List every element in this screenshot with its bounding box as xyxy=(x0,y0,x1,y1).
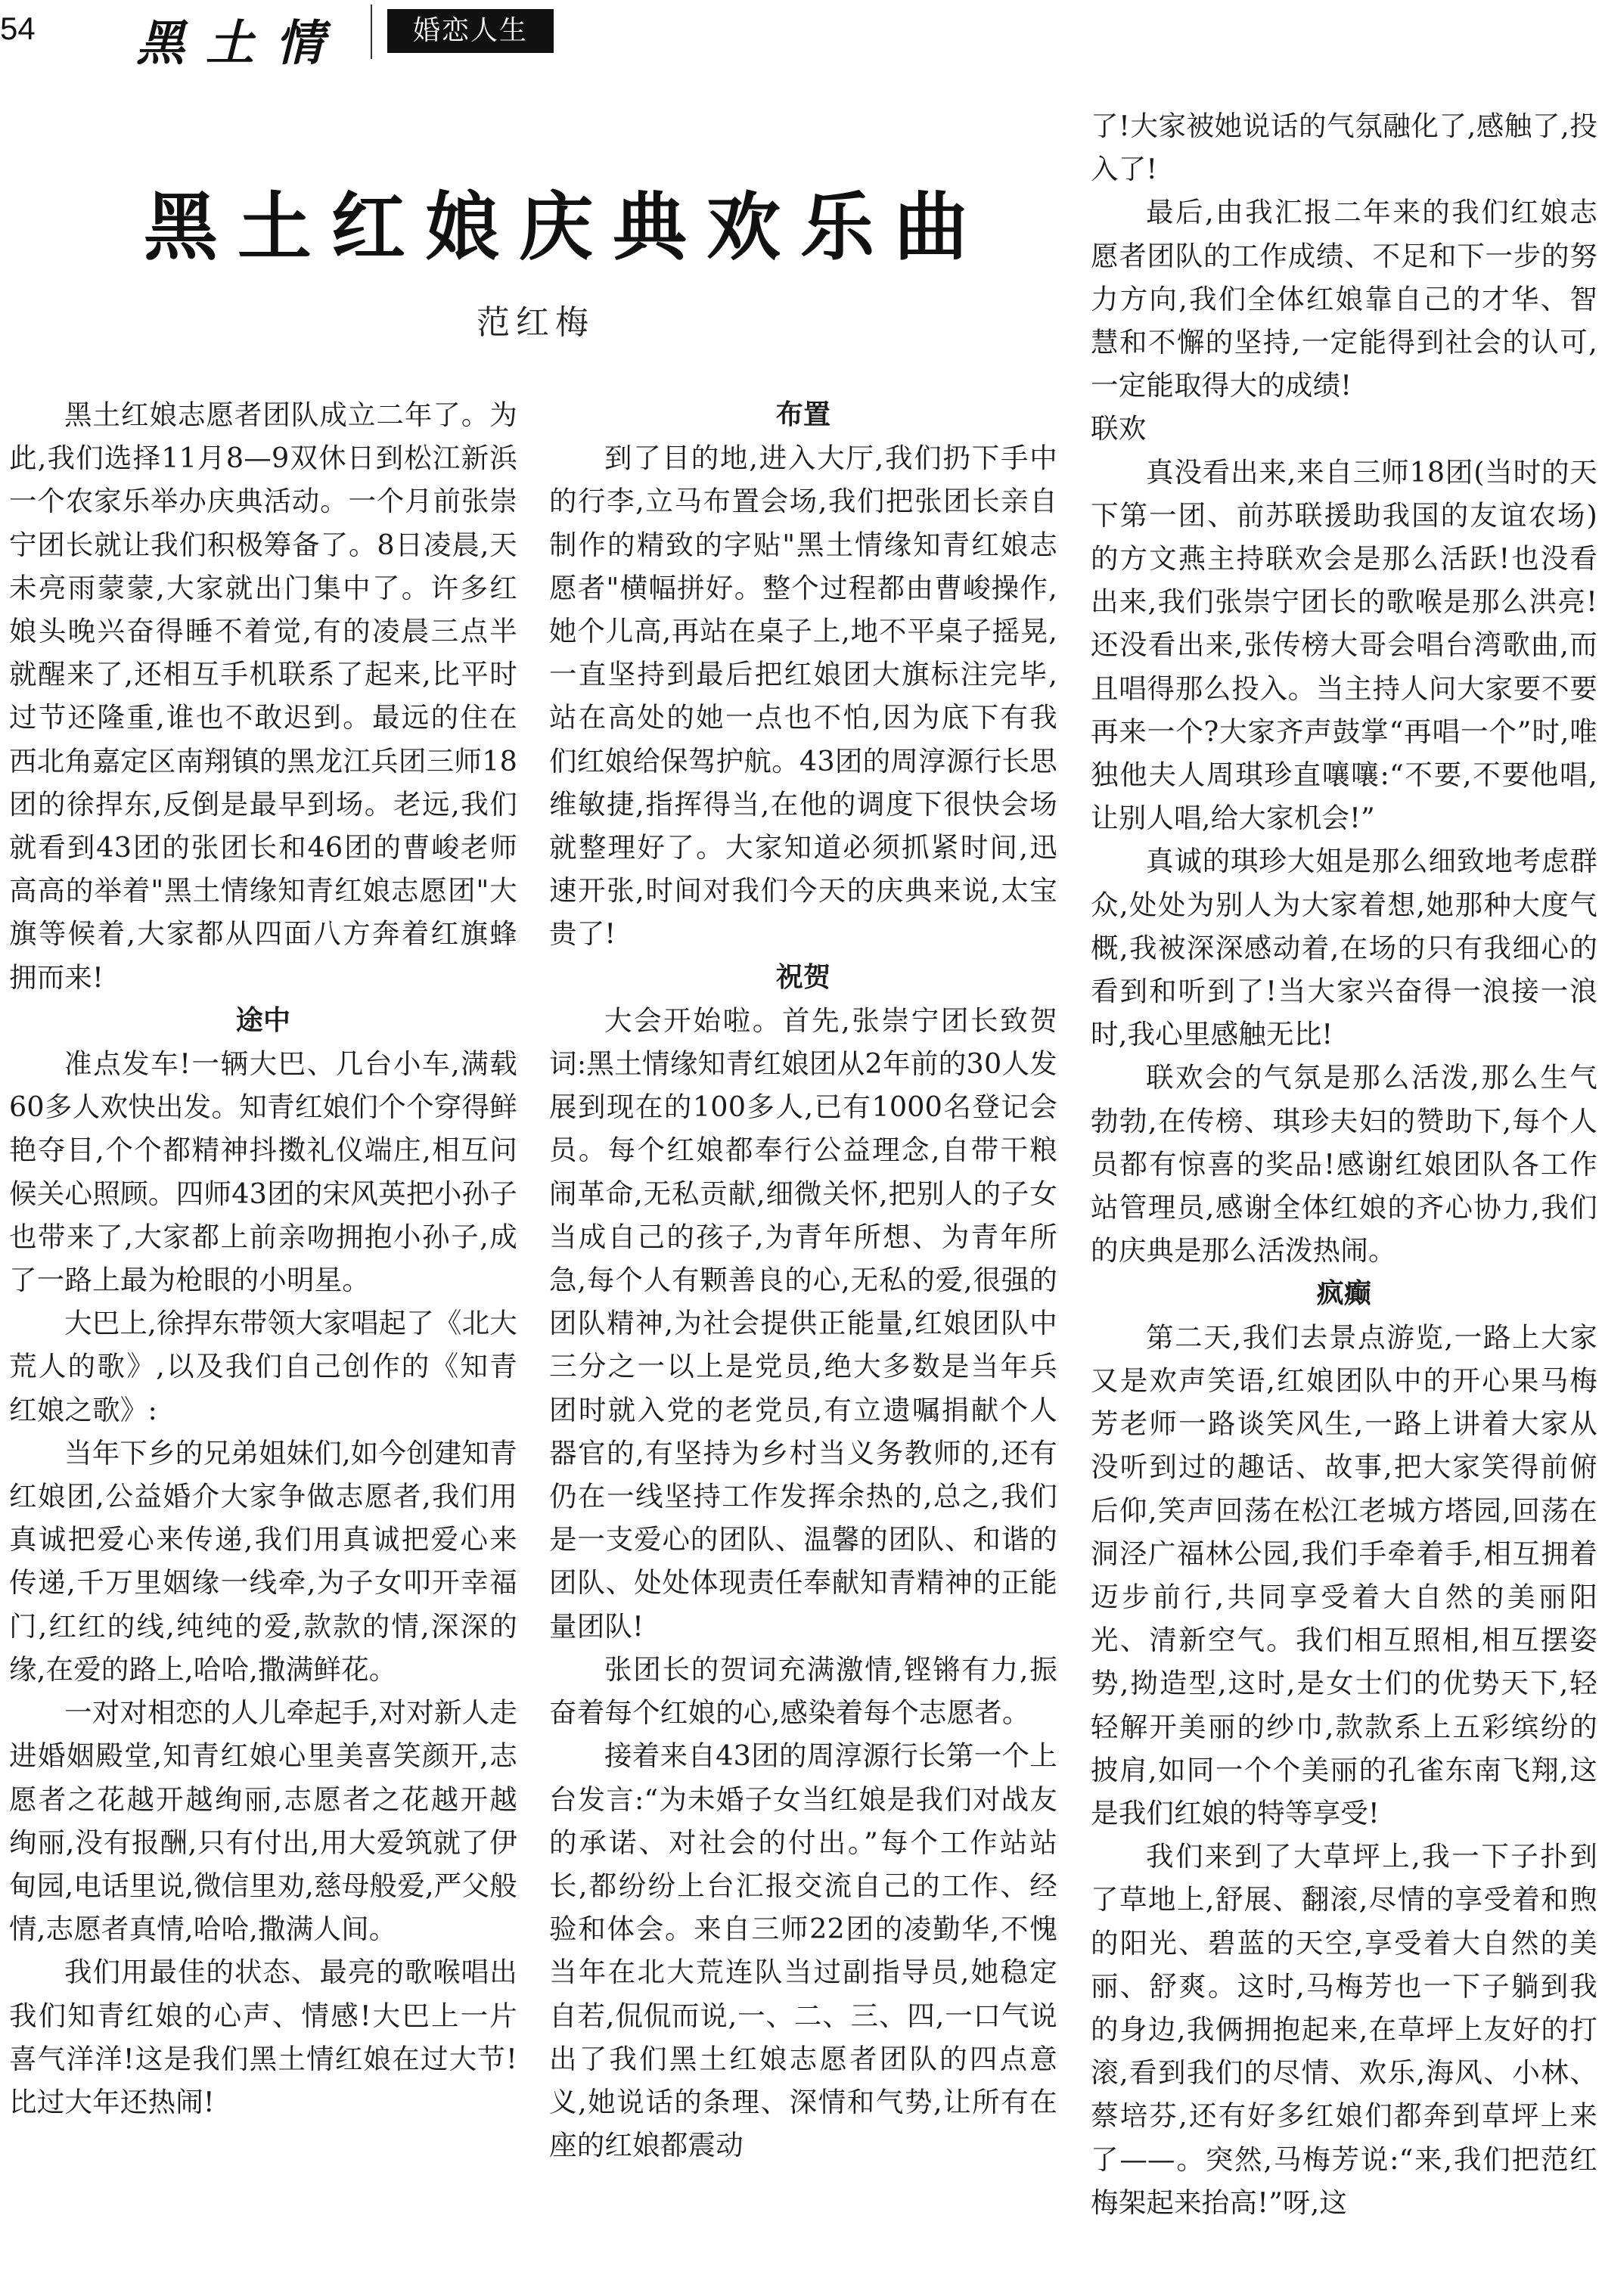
paragraph: 真诚的琪珍大姐是那么细致地考虑群众,处处为别人为大家着想,她那种大度气概,我被深深感动着,在场的只有我细心的看到和听到了!当大家兴奋得一浪接一浪时,我心里感触无比! xyxy=(1091,845,1597,1051)
section-heading: 祝贺 xyxy=(775,961,831,993)
paragraph: 了!大家被她说话的气氛融化了,感触了,投入了! xyxy=(1091,110,1597,186)
magazine-title: 黑土情 xyxy=(136,15,345,72)
paragraph: 黑土红娘志愿者团队成立二年了。为此,我们选择11月8—9双休日到松江新浜一个农家乐举办庆典活动。一个月前张崇宁团长就让我们积极筹备了。8日凌晨,天未亮雨蒙蒙,大家就出门集中了。许多红娘头晚兴奋得睡不着觉,有的凌晨三点半就醒来了,还相互手机联系了起来,比平时过节还隆重,谁也不敢迟到。最远的住在西北角嘉定区南翔镇的黑龙江兵团三师18团的徐捍东,反倒是最早到场。老远,我们就看到43团的张团长和46团的曹峻老师高高的举着"黑土情缘知青红娘志愿团"大旗等候着,大家都从四面八方奔着红旗蜂拥而来! xyxy=(9,399,517,994)
paragraph: 我们来到了大草坪上,我一下子扑到了草地上,舒展、翻滚,尽情的享受着和煦的阳光、碧蓝的天空,享受着大自然的美丽、舒爽。这时,马梅芳也一下子躺到我的身边,我俩拥抱起来,在草坪上友好的打滚,看到我们的尽情、欢乐,海风、小林、蔡培芬,还有好多红娘们都奔到草坪上来了——。突然,马梅芳说:“来,我们把范红梅架起来抬高!”呀,这 xyxy=(1091,1840,1597,2219)
text-column-2 xyxy=(549,393,1057,2291)
paragraph: 到了目的地,进入大厅,我们扔下手中的行李,立马布置会场,我们把张团长亲自制作的精致的字贴"黑土情缘知青红娘志愿者"横幅拼好。整个过程都由曹峻操作,她个儿高,再站在桌子上,地不平桌子摇晃,一直坚持到最后把红娘团大旗标注完毕,站在高处的她一点也不怕,因为底下有我们红娘给保驾护航。43团的周淳源行长思维敏捷,指挥得当,在他的调度下很快会场就整理好了。大家知道必须抓紧时间,迅速开张,时间对我们今天的庆典来说,太宝贵了! xyxy=(549,442,1057,951)
paragraph: 第二天,我们去景点游览,一路上大家又是欢声笑语,红娘团队中的开心果马梅芳老师一路谈笑风生,一路上讲着大家从没听到过的趣话、故事,把大家笑得前俯后仰,笑声回荡在松江老城方塔园,回荡在洞泾广福林公园,我们手牵着手,相互拥着迈步前行,共同享受着大自然的美丽阳光、清新空气。我们相互照相,相互摆姿势,拗造型,这时,是女士们的优势天下,轻轻解开美丽的纱巾,款款系上五彩缤纷的披肩,如同一个个美丽的孔雀东南飞翔,这是我们红娘的特等享受! xyxy=(1091,1320,1597,1829)
text-column-3 xyxy=(1091,104,1597,2294)
header-divider xyxy=(371,5,372,59)
paragraph: 一对对相恋的人儿牵起手,对对新人走进婚姻殿堂,知青红娘心里美喜笑颜开,志愿者之花越开越绚丽,志愿者之花越开越绚丽,没有报酬,只有付出,用大爱筑就了伊甸园,电话里说,微信里劝,慈母般爱,严父般情,志愿者真情,哈哈,撒满人间。 xyxy=(9,1696,517,1946)
section-heading: 途中 xyxy=(235,1004,291,1036)
paragraph: 接着来自43团的周淳源行长第一个上台发言:“为未婚子女当红娘是我们对战友的承诺、对社会的付出。”每个工作站站长,都纷纷上台汇报交流自己的工作、经验和体会。来自三师22团的凌勤华,不愧当年在北大荒连队当过副指导员,她稳定自若,侃侃而说,一、二、三、四,一口气说出了我们黑土红娘志愿者团队的四点意义,她说话的条理、深情和气势,让所有在座的红娘都震动 xyxy=(549,1739,1057,2162)
paragraph: 最后,由我汇报二年来的我们红娘志愿者团队的工作成绩、不足和下一步的努力方向,我们全体红娘靠自己的才华、智慧和不懈的坚持,一定能得到社会的认可,一定能取得大的成绩! xyxy=(1091,196,1597,402)
paragraph: 真没看出来,来自三师18团(当时的天下第一团、前苏联援助我国的友谊农场)的方文燕主持联欢会是那么活跃!也没看出来,我们张崇宁团长的歌喉是那么洪亮!还没看出来,张传榜大哥会唱台湾歌曲,而且唱得那么投入。当主持人问大家要不要再来一个?大家齐声鼓掌“再唱一个”时,唯独他夫人周琪珍直嚷嚷:“不要,不要他唱,让别人唱,给大家机会!” xyxy=(1091,455,1597,835)
article-title: 黑土红娘庆典欢乐曲 xyxy=(144,184,989,271)
text-column-1 xyxy=(9,393,517,2291)
page-header xyxy=(0,0,1602,72)
paragraph: 大巴上,徐捍东带领大家唱起了《北大荒人的歌》,以及我们自己创作的《知青红娘之歌》: xyxy=(9,1307,517,1426)
section-heading: 布置 xyxy=(775,399,831,430)
article-author: 范红梅 xyxy=(477,303,595,342)
section-heading: 疯癫 xyxy=(1316,1278,1372,1310)
paragraph: 联欢会的气氛是那么活泼,那么生气勃勃,在传榜、琪珍夫妇的赞助下,每个人员都有惊喜的奖品!感谢红娘团队各工作站管理员,感谢全体红娘的齐心协力,我们的庆典是那么活泼热闹。 xyxy=(1091,1061,1597,1267)
paragraph: 张团长的贺词充满激情,铿锵有力,振奋着每个红娘的心,感染着每个志愿者。 xyxy=(549,1652,1057,1730)
page-number: 54 xyxy=(0,11,36,46)
paragraph: 当年下乡的兄弟姐妹们,如今创建知青红娘团,公益婚介大家争做志愿者,我们用真诚把爱心来传递,我们用真诚把爱心来传递,千万里姻缘一线牵,为子女叩开幸福门,红红的线,纯纯的爱,款款的情,深深的缘,在爱的路上,哈哈,撒满鲜花。 xyxy=(9,1436,517,1686)
section-label: 婚恋人生 xyxy=(387,9,554,53)
paragraph: 准点发车!一辆大巴、几台小车,满载60多人欢快出发。知青红娘们个个穿得鲜艳夺目,个个都精神抖擞礼仪端庄,相互问候关心照顾。四师43团的宋风英把小孙子也带来了,大家都上前亲吻拥抱小孙子,成了一路上最为枪眼的小明星。 xyxy=(9,1047,517,1297)
paragraph: 大会开始啦。首先,张崇宁团长致贺词:黑土情缘知青红娘团从2年前的30人发展到现在的100多人,已有1000名登记会员。每个红娘都奉行公益理念,自带干粮闹革命,无私贡献,细微关怀,把别人的子女当成自己的孩子,为青年所想、为青年所急,每个人有颗善良的心,无私的爱,很强的团队精神,为社会提供正能量,红娘团队中三分之一以上是党员,绝大多数是当年兵团时就入党的老党员,有立遗嘱捐献个人器官的,有坚持为乡村当义务教师的,还有仍在一线坚持工作发挥余热的,总之,我们是一支爱心的团队、温馨的团队、和谐的团队、处处体现责任奉献知青精神的正能量团队! xyxy=(549,1004,1057,1643)
paragraph: 我们用最佳的状态、最亮的歌喉唱出我们知青红娘的心声、情感!大巴上一片喜气洋洋!这是我们黑土情红娘在过大节!比过大年还热闹! xyxy=(9,1956,517,2118)
paragraph: 联欢 xyxy=(1091,412,1147,445)
